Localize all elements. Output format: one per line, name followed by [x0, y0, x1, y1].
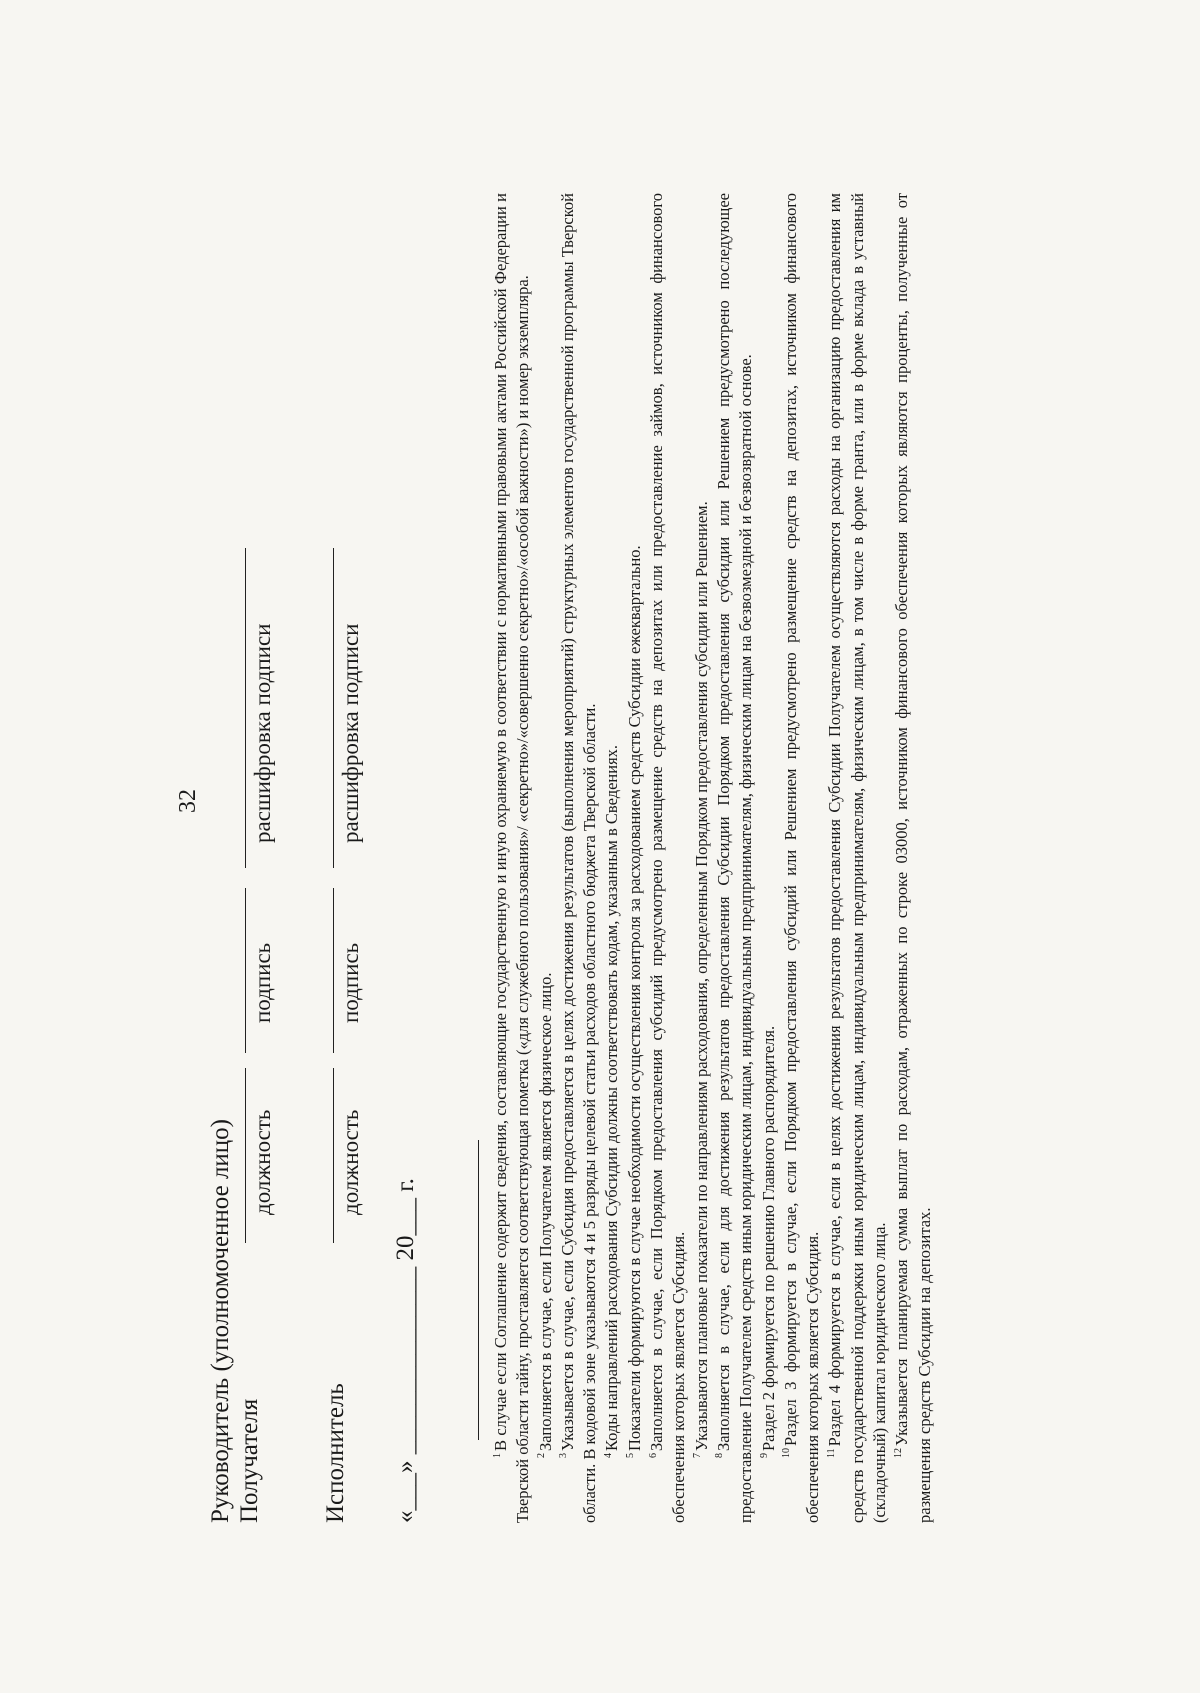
executor-position-caption: должность: [338, 1109, 363, 1215]
footnote: $^6$Заполняется в случае, если Порядком предоставления субсидий предусмотрено размещение средств на депозитах или предоставление займов, источником финансового обеспечения которых является Субсидия.: [647, 193, 689, 1523]
footnote: $^8$Заполняется в случае, если для достижения результатов предоставления Субсидии Порядком предоставления субсидии или Решением предусмотрено последующее предоставление Получателем средств иным юридическим лицам, индивидуальным предпринимателям, физическим лицам на безвозмездной и безвозвратной основе.: [713, 193, 756, 1523]
head-label-line2: Получателя: [236, 1398, 263, 1523]
page-number: 32: [175, 789, 201, 813]
footnote: $^1$В случае если Соглашение содержит сведения, составляющие государственную и иную охраняемую в соответствии с нормативными правовыми актами Российской Федерации и Тверской области тайну, проставляется соответствующая пометка («для служебного пользования»/ «секретно»/«совершенно секретно»/«особой важности») и номер экземпляра.: [491, 193, 533, 1523]
footnote: $^{10}$Раздел 3 формируется в случае, если Порядком предоставления субсидий или Решением предусмотрено размещение средств на депозитах, источником финансового обеспечения которых является Субсидия.: [780, 193, 823, 1523]
executor-transcript-caption: расшифровка подписи: [338, 623, 363, 843]
executor-signature-line: [333, 888, 334, 1053]
date-line: «___» _______________ 20___ г.: [392, 1178, 419, 1523]
footnote: $^{11}$Раздел 4 формируется в случае, если в целях достижения результатов предоставления Субсидии Получателем осуществляются расходы на организацию предоставления им средств государственной поддержки иным юридическим лицам, индивидуальным предпринимателям, физическим лицам, в том числе в форме гранта, или в форме вклада в уставный (складочный) капитал юридического лица.: [825, 193, 890, 1523]
executor-transcript-line: [333, 548, 334, 868]
executor-signature-caption: подпись: [338, 942, 363, 1023]
head-signature-caption: подпись: [250, 942, 275, 1023]
executor-label: Исполнитель: [322, 1383, 349, 1523]
footnote: $^2$Заполняется в случае, если Получателем является физическое лицо.: [535, 972, 555, 1458]
head-label-line1: Руководитель (уполномоченное лицо): [207, 1118, 234, 1523]
footnote: $^3$Указывается в случае, если Субсидия предоставляется в целях достижения результатов (выполнения мероприятий) структурных элементов государственной программы Тверской области. В кодовой зоне указываются 4 и 5 разряды целевой статьи расходов областного бюджета Тверской области.: [557, 193, 600, 1523]
head-position-caption: должность: [250, 1109, 275, 1215]
head-signature-line: [245, 888, 246, 1053]
head-position-line: [245, 1068, 246, 1243]
footnote: $^5$Показатели формируются в случае необходимости осуществления контроля за расходованием средств Субсидии ежеквартально.: [624, 545, 644, 1458]
footnote: $^9$Раздел 2 формируется по решению Главного распорядителя.: [758, 1025, 778, 1458]
footnote: $^4$Коды направлений расходования Субсидии должны соответствовать кодам, указанным в Сведениях.: [602, 744, 622, 1458]
footnote: $^7$Указываются плановые показатели по направлениям расходования, определенным Порядком предоставления субсидии или Решением.: [691, 501, 711, 1458]
footnote-separator: [478, 1140, 479, 1440]
head-transcript-caption: расшифровка подписи: [250, 623, 275, 843]
head-transcript-line: [245, 548, 246, 868]
footnotes-list: [490, 193, 936, 1523]
executor-position-line: [333, 1068, 334, 1243]
footnote: $^{12}$Указывается планируемая сумма выплат по расходам, отраженных по строке 03000, источником финансового обеспечения которых являются проценты, полученные от размещения средств Субсидии на депозитах.: [892, 193, 934, 1523]
